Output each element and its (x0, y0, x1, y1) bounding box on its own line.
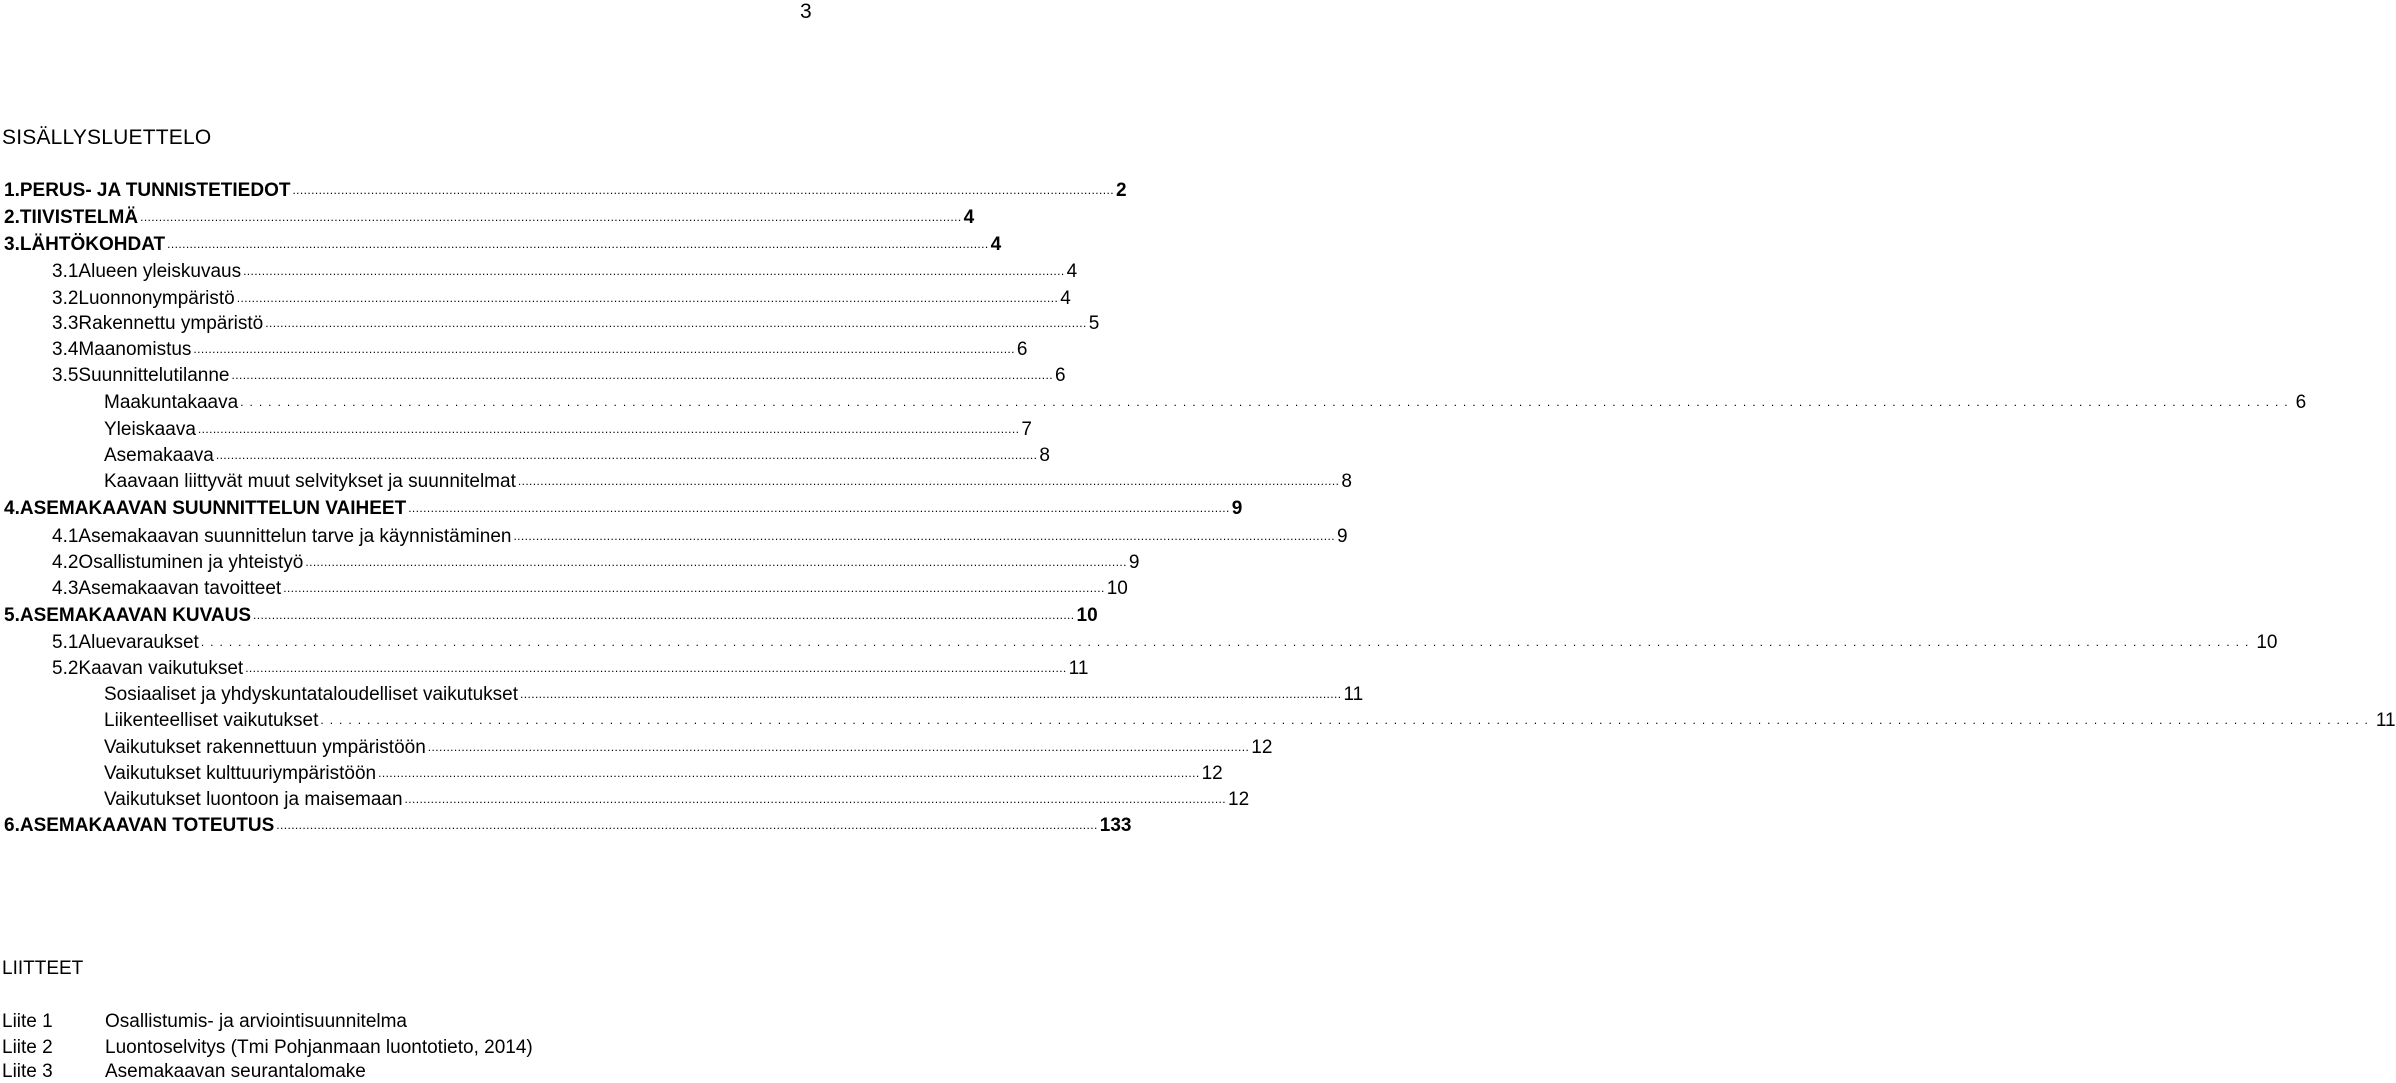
toc-entry-label: Sosiaaliset ja yhdyskuntataloudelliset vaikutukset (104, 684, 519, 705)
toc-leader-dots: ............................................................................................................................................................................................................................ (404, 792, 1227, 806)
toc-leader-dots: ............................................................................................................................................................................................................................ (215, 448, 1038, 462)
toc-entry[interactable] (104, 763, 1223, 789)
toc-leader-dots: ............................................................................................................................................................................................................................ (253, 608, 1075, 622)
appendix-id: Liite 2 (2, 1037, 53, 1058)
appendix-id: Liite 1 (2, 1011, 53, 1032)
toc-entry-page: 6 (1054, 365, 1066, 386)
toc-entry-label: ASEMAKAAVAN SUUNNITTELUN VAIHEET (19, 498, 407, 519)
toc-entry-label: Maakuntakaava (104, 392, 239, 413)
toc-leader-dots: ............................................................................................................................................................................................................................ (197, 422, 1020, 436)
toc-entry[interactable] (104, 710, 2396, 736)
toc-leader-dots: ............................................................................................................................................................................................................................ (193, 342, 1015, 356)
toc-entry[interactable] (52, 261, 1078, 287)
appendix-item (2, 1037, 533, 1059)
appendix-label: Osallistumis- ja arviointisuunnitelma (105, 1011, 407, 1032)
toc-entry-label: Asemakaavan suunnittelun tarve ja käynnistäminen (78, 526, 512, 547)
toc-entry-number: 1. (4, 180, 20, 201)
toc-entry[interactable] (52, 552, 1140, 578)
toc-entry[interactable] (104, 684, 1364, 710)
toc-entry[interactable] (52, 658, 1089, 684)
toc-entry-page: 12 (1228, 789, 1250, 810)
toc-entry-number: 4.3 (52, 578, 79, 599)
toc-entry-number: 2. (4, 207, 20, 228)
toc-entry-label: Rakennettu ympäristö (78, 313, 264, 334)
toc-entry-number: 3.1 (52, 261, 79, 282)
toc-entry-page: 4 (990, 234, 1002, 255)
toc-leader-dots: ............................................................................................................................................................................................................................ (276, 818, 1098, 832)
appendix-item (2, 1011, 407, 1033)
toc-entry-label: Vaikutukset kulttuuriympäristöön (104, 763, 377, 784)
toc-entry-label: Luonnonympäristö (78, 288, 235, 309)
toc-entry-number: 4. (4, 498, 20, 519)
toc-leader-dots: ............................................................................................................................................................................................................................ (427, 740, 1250, 754)
toc-entry[interactable] (52, 632, 2278, 658)
toc-entry[interactable] (104, 419, 1032, 445)
toc-entry-page: 6 (1016, 339, 1028, 360)
toc-entry-page: 8 (1039, 445, 1050, 466)
toc-entry-number: 4.1 (52, 526, 79, 547)
toc-leader-dots: ............................................................................................................................................................................................................................ (265, 316, 1087, 330)
appendix-label: Luontoselvitys (Tmi Pohjanmaan luontotieto, 2014) (105, 1037, 533, 1058)
toc-leader-dots: ............................................................................................................................................................................................................................ (520, 687, 1342, 701)
toc-leader-dots: ............................................................................................................................................................................................................................ (167, 237, 989, 251)
toc-entry-label: Maanomistus (78, 339, 192, 360)
toc-entry-page: 7 (1021, 419, 1032, 440)
toc-entry[interactable] (4, 234, 1002, 260)
toc-entry-page: 8 (1341, 471, 1352, 492)
toc-leader-dots: ............................................................................................................................................................................................................................ (305, 555, 1127, 569)
toc-leader-dots: ............................................................................................................................................................................................................................ (283, 581, 1105, 595)
appendix-id: Liite 3 (2, 1061, 53, 1082)
toc-leader-dots: ............................................................................................................................................................................................................................ (513, 529, 1335, 543)
toc-entry[interactable] (52, 365, 1066, 391)
toc-entry-page: 10 (2256, 632, 2278, 653)
toc-entry[interactable] (52, 288, 1071, 314)
toc-entry-label: Kaavan vaikutukset (78, 658, 244, 679)
toc-entry-label: Asemakaava (104, 445, 214, 466)
toc-entry[interactable] (104, 471, 1352, 497)
toc-entry-number: 5. (4, 605, 20, 626)
toc-leader-dots: ............................................................................................................................................................................................................................ (245, 661, 1067, 675)
toc-entry-number: 3.4 (52, 339, 79, 360)
toc-entry-label: LÄHTÖKOHDAT (19, 234, 166, 255)
toc-entry-number: 3.5 (52, 365, 79, 386)
toc-entry-label: PERUS- JA TUNNISTETIEDOT (19, 180, 291, 201)
appendix-item (2, 1061, 366, 1083)
toc-entry[interactable] (4, 605, 1098, 631)
toc-entry-label: Alueen yleiskuvaus (78, 261, 242, 282)
toc-entry-page: 9 (1336, 526, 1348, 547)
toc-entry[interactable] (52, 313, 1100, 339)
toc-leader-dots: ............................................................................................................................................................................................................................ (517, 474, 1340, 488)
toc-entry[interactable] (52, 526, 1348, 552)
toc-leader-dots: ............................................................................................................................................................................................................................ (200, 635, 2255, 649)
toc-leader-dots: ............................................................................................................................................................................................................................ (231, 368, 1053, 382)
toc-entry-label: Yleiskaava (104, 419, 196, 440)
toc-entry[interactable] (4, 180, 1127, 206)
toc-entry-page: 12 (1251, 737, 1273, 758)
toc-entry-number: 3. (4, 234, 20, 255)
toc-leader-dots: ............................................................................................................................................................................................................................ (292, 183, 1114, 197)
toc-entry-label: Vaikutukset luontoon ja maisemaan (104, 789, 403, 810)
toc-entry-number: 3.3 (52, 313, 79, 334)
toc-entry-page: 10 (1106, 578, 1128, 599)
toc-entry-label: ASEMAKAAVAN TOTEUTUS (19, 815, 275, 836)
toc-entry-page: 11 (1343, 684, 1364, 705)
toc-entry-number: 4.2 (52, 552, 79, 573)
toc-entry-label: Kaavaan liittyvät muut selvitykset ja suunnitelmat (104, 471, 516, 492)
toc-entry[interactable] (104, 392, 2307, 418)
toc-entry-page: 11 (1068, 658, 1089, 679)
toc-leader-dots: ............................................................................................................................................................................................................................ (240, 395, 2294, 409)
toc-leader-dots: ............................................................................................................................................................................................................................ (408, 501, 1230, 515)
toc-entry-label: Suunnittelutilanne (78, 365, 230, 386)
toc-entry[interactable] (52, 578, 1128, 604)
toc-entry-page: 4 (1066, 261, 1078, 282)
toc-entry-label: TIIVISTELMÄ (19, 207, 139, 228)
toc-entry-label: ASEMAKAAVAN KUVAUS (19, 605, 252, 626)
toc-leader-dots: ............................................................................................................................................................................................................................ (236, 291, 1059, 305)
toc-entry[interactable] (104, 789, 1250, 815)
toc-entry-page: 133 (1099, 815, 1132, 836)
page-number: 3 (800, 0, 812, 23)
toc-title: SISÄLLYSLUETTELO (2, 126, 212, 149)
toc-entry-label: Aluevaraukset (78, 632, 199, 653)
toc-leader-dots: ............................................................................................................................................................................................................................ (140, 210, 962, 224)
toc-entry-number: 5.2 (52, 658, 79, 679)
toc-entry[interactable] (4, 207, 975, 233)
toc-entry-page: 2 (1115, 180, 1127, 201)
toc-entry[interactable] (4, 815, 1132, 841)
toc-entry-number: 5.1 (52, 632, 79, 653)
toc-entry-page: 12 (1201, 763, 1223, 784)
appendix-label: Asemakaavan seurantalomake (105, 1061, 366, 1082)
appendix-title: LIITTEET (2, 958, 84, 979)
toc-entry-page: 4 (963, 207, 975, 228)
toc-leader-dots: ............................................................................................................................................................................................................................ (243, 264, 1065, 278)
toc-entry-label: Vaikutukset rakennettuun ympäristöön (104, 737, 426, 758)
toc-entry-number: 6. (4, 815, 20, 836)
toc-entry[interactable] (104, 737, 1273, 763)
toc-entry[interactable] (4, 498, 1243, 524)
toc-entry-label: Osallistuminen ja yhteistyö (78, 552, 304, 573)
toc-leader-dots: ............................................................................................................................................................................................................................ (320, 713, 2374, 727)
toc-entry-page: 9 (1128, 552, 1140, 573)
toc-entry-page: 11 (2375, 710, 2396, 731)
toc-entry-page: 10 (1076, 605, 1098, 626)
toc-leader-dots: ............................................................................................................................................................................................................................ (378, 766, 1200, 780)
toc-entry-number: 3.2 (52, 288, 79, 309)
toc-entry-page: 9 (1231, 498, 1243, 519)
toc-entry-page: 4 (1060, 288, 1071, 309)
toc-entry-label: Liikenteelliset vaikutukset (104, 710, 319, 731)
toc-entry-label: Asemakaavan tavoitteet (78, 578, 282, 599)
toc-entry-page: 5 (1088, 313, 1100, 334)
toc-entry[interactable] (52, 339, 1028, 365)
toc-entry[interactable] (104, 445, 1050, 471)
toc-entry-page: 6 (2295, 392, 2307, 413)
